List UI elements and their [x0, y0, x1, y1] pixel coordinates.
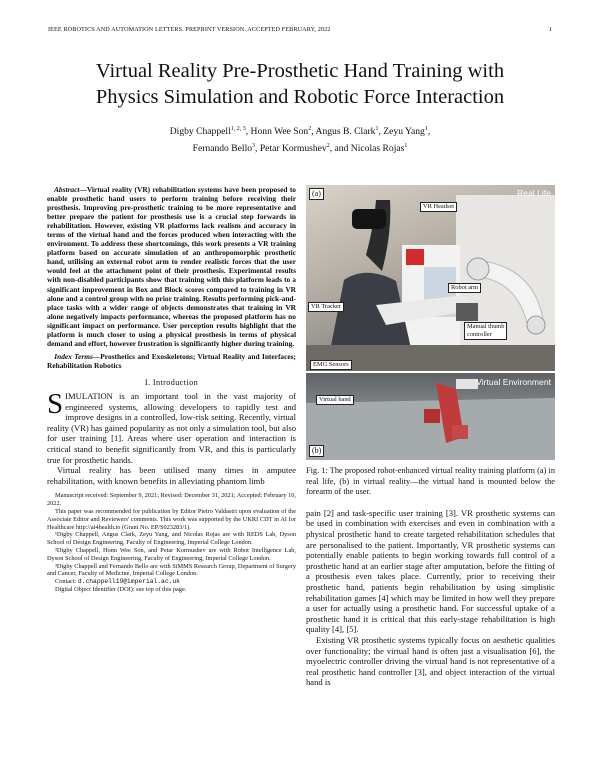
page-number: 1	[548, 26, 552, 33]
index-terms-text: —Prosthetics and Exoskeletons; Virtual Reality and Interfaces; Rehabilitation Robotics	[47, 351, 297, 370]
virtual-floor	[306, 398, 555, 460]
title-line-2: Physics Simulation and Robotic Force Interaction	[95, 86, 505, 108]
author-affiliation: 2	[326, 143, 330, 150]
label-emg-sensors: EMG Sensors	[310, 360, 352, 370]
author-name: Angus B. Clark	[315, 126, 376, 138]
thumb-controller-shape	[456, 303, 478, 321]
author-affiliation: 1, 2, 3	[230, 126, 246, 132]
author-affiliation: 3	[252, 143, 256, 150]
title-line-1: Virtual Reality Pre-Prosthetic Hand Training with	[95, 60, 505, 82]
author-affiliation: 1	[404, 143, 408, 150]
author-name: Petar Kormushev	[259, 143, 327, 155]
label-manual-thumb-controller	[464, 322, 507, 340]
vr-headset-shape	[352, 209, 386, 229]
right-body-text	[306, 508, 555, 688]
label-robot-arm: Robot arm	[448, 283, 481, 293]
footnote: ³Digby Chappell and Fernando Bello are with SiMMS Research Group, Department of Surgery and Cancer, Faculty of Medicine, Imperial College London.	[47, 562, 296, 578]
contact-email: d.chappell19@imperial.ac.uk	[77, 578, 180, 586]
intro-paragraph-1	[47, 387, 296, 465]
abstract	[47, 185, 296, 348]
real-life-photo-illustration	[306, 185, 555, 371]
author-name: Digby Chappell	[169, 126, 231, 138]
figure-panel-virtual	[306, 373, 555, 460]
author-affiliation: 2	[308, 126, 312, 132]
intro-text: is an important tool in the vast majority of engineered systems, allowing developers to rapidly test and improve designs in a controlled, low-risk setting. Recently, virtual reality (VR) has gained popularity as not only a simulation tool, but also for user training [1]. Areas where user operation and interaction is critical stand to benefit significantly from VR, and this is particularly true for prosthetic hands.	[47, 390, 296, 465]
panel-b-tag: (b)	[309, 445, 324, 457]
virtual-forearm	[456, 379, 478, 389]
virtual-block	[424, 409, 440, 423]
paper-title	[30, 58, 570, 110]
running-head	[48, 26, 552, 33]
author-name: Nicolas Rojas	[350, 143, 405, 155]
abstract-label: Abstract	[53, 185, 80, 194]
poster-logo	[406, 249, 424, 265]
virtual-environment-label: Virtual Environment	[476, 377, 551, 387]
doi-note: Digital Object Identifier (DOI): see top of this page.	[55, 585, 187, 593]
author-affiliation: 1	[375, 126, 379, 132]
body-paragraph: Existing VR prosthetic systems typically focus on aesthetic qualities over functionality; the virtual hand is often just a visualisation [6], the myoelectric controller driving the virtual hand is not representative of a real prosthetic hand controller [3], and object interaction of the virtual hand is	[306, 634, 555, 688]
footnotes	[47, 492, 296, 593]
real-life-label: Real Life	[517, 188, 551, 198]
robot-joint	[527, 316, 545, 334]
section-heading: I. Introduction	[144, 377, 199, 387]
left-column	[47, 185, 296, 594]
panel-a-tag: (a)	[309, 188, 324, 200]
intro-paragraph-2: Virtual reality has been utilised many times in amputee rehabilitation, with known benefits in alleviating phantom limb	[47, 465, 296, 486]
abstract-text: —Virtual reality (VR) rehabilitation systems have been proposed to enable prosthetic hand users to perform training before receiving their prosthesis. Improving pre-prosthetic training to be more representative and better prepare the patient for prosthesis use is a crucial step forwards in rehabilitation. However, existing VR platforms lack realism and accuracy in terms of the virtual hand and the forces produced when interacting with the environment. To address these shortcomings, this work presents a VR training platform based on accurate simulation of an anthropomorphic prosthetic hand, utilising an external robot arm to render realistic forces that the user would feel at the attachment point of their prosthesis. Experimental results with non-disabled participants show that training with this platform leads to a significant improvement in Box and Block scores compared to training in VR alone and a control group with no prior training. Results performing pick-and-place tasks with a wider range of objects demonstrates that training in VR alone negatively impacts performance, whereas the proposed platform has no significant impact on performance. User perception results highlight that the platform is much closer to using a physical prosthesis in terms of physical demand and effort, however frustration is significantly higher during training.	[47, 185, 296, 348]
footnote: This paper was recommended for publication by Editor Pietro Valdastri upon evaluation of the Associate Editor and Reviewers' comments. This work was supported by the UKRI CDT in AI for Healthcare http://ai4health.io (Grant No. EP/S023283/1).	[47, 507, 296, 531]
drop-cap: S	[47, 387, 64, 420]
footnote: ²Digby Chappell, Honn Wee Son, and Petar Kormushev are with Robot Intelligence Lab, Dyson School of Design Engineering, Faculty of Engineering, Imperial College London.	[47, 546, 296, 562]
robot-joint	[467, 258, 489, 280]
index-terms-label: Index Terms	[54, 351, 93, 361]
contact-label: Contact:	[55, 578, 78, 586]
contact-line	[47, 578, 296, 586]
body-paragraph: pain [2] and task-specific user training [3]. VR prosthetic systems can be used in combination with exercises and even in combination with a physical prosthetic hand to create targeted rehabilitation schedules that are personalised to the patient. Importantly, VR prosthetic systems can potentially enable patients to begin working towards full control of a prosthetic hand at an earlier stage after amputation, before the fitting of a prosthesis even takes place. Currently, prior to receiving their prosthetic hand, patients begin rehabilitation by using simplistic rehabilitation games [4] which may be limited in how well they prepare a user for actually using a prosthetic hand. For successful uptake of a prosthetic hand it is critical that this early-stage rehabilitation is high quality [4], [5].	[306, 507, 555, 635]
figure-panel-real-life	[306, 185, 555, 371]
author-affiliation: 1	[424, 126, 428, 132]
label-controller: controller	[467, 331, 492, 338]
footnote: Manuscript received: September 9, 2021; Revised: December 31, 2021; Accepted: February 10, 2022.	[47, 492, 296, 508]
virtual-block	[452, 425, 468, 439]
figure-1	[306, 185, 555, 460]
running-head-text: IEEE ROBOTICS AND AUTOMATION LETTERS. PREPRINT VERSION. ACCEPTED FEBRUARY, 2022	[48, 26, 331, 33]
label-manual-thumb: Manual thumb	[467, 323, 505, 330]
author-name: Honn Wee Son	[250, 126, 309, 138]
index-terms	[47, 352, 296, 370]
footnote: ¹Digby Chappell, Angus Clark, Zeyu Yang, and Nicolas Rojas are with REDS Lab, Dyson School of Design Engineering, Faculty of Engineering, Imperial College London.	[47, 531, 296, 547]
author-list: Digby Chappell$^{1, 2, 3}$, Honn Wee Son$^2$, Angus B. Clark$^1$, Zeyu Yang$^1$, Fernando Bello$^3$, Petar Kormushev$^2$, and Nicolas Rojas$^1$	[169, 126, 431, 155]
label-vr-headset: VR Headset	[420, 202, 457, 212]
label-virtual-hand: Virtual hand	[316, 395, 354, 405]
right-column	[306, 185, 555, 688]
author-name: Zeyu Yang	[383, 126, 425, 138]
author-name: Fernando Bello	[192, 143, 253, 155]
label-vr-tracker: VR Tracker	[308, 302, 344, 312]
intro-first-word: IMULATION	[65, 390, 113, 401]
figure-caption: Fig. 1: The proposed robot-enhanced virtual reality training platform (a) in real life, (b) in virtual reality—the virtual hand is mounted below the forearm of the user.	[306, 466, 555, 497]
